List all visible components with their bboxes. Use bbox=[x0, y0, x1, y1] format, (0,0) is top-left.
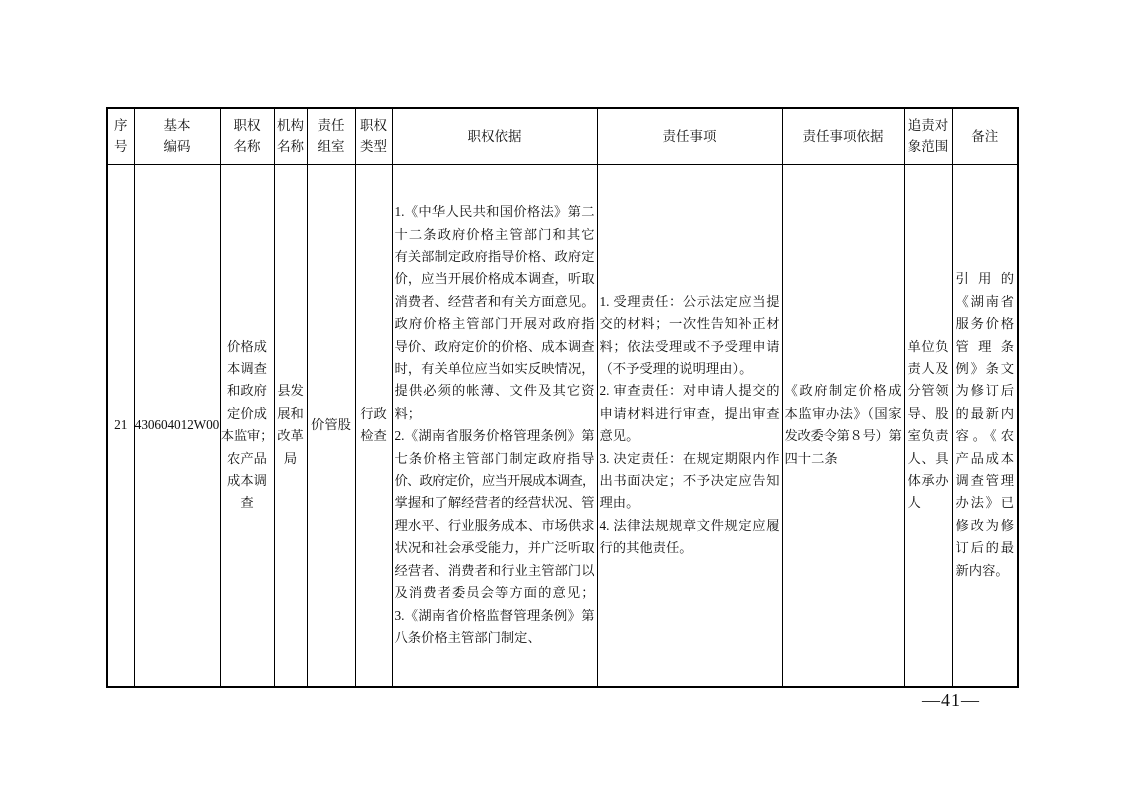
power-basis-line: 政府价格主管部门开展对政府指 bbox=[394, 316, 595, 332]
seq-value: 21 bbox=[114, 417, 128, 433]
power-basis-line: 价，应当开展价格成本调查，听取 bbox=[394, 271, 595, 287]
power-name-line: 和政府 bbox=[227, 383, 267, 399]
power-type-line: 检查 bbox=[360, 428, 387, 444]
remarks-line: 管理条 bbox=[955, 338, 1014, 354]
power-basis-line: 及消费者委员会等方面的意见； bbox=[394, 585, 595, 601]
duties-line: 申请材料进行审查，提出审查 bbox=[599, 405, 780, 421]
cell-seq bbox=[107, 164, 134, 687]
accountability-line: 单位负 bbox=[907, 338, 949, 354]
power-type-line: 行政 bbox=[360, 405, 387, 421]
header-remarks bbox=[952, 108, 1018, 164]
page-number: —41— bbox=[922, 690, 980, 710]
cell-power-name bbox=[220, 164, 274, 687]
power-name-line: 价格成 bbox=[227, 338, 267, 354]
remarks-line: 修改为修 bbox=[955, 517, 1014, 533]
header-code bbox=[134, 108, 220, 164]
cell-duty-basis bbox=[782, 164, 904, 687]
power-basis-line: 理水平、行业服务成本、市场供求 bbox=[394, 517, 595, 533]
header-line: 职权 bbox=[233, 118, 261, 134]
power-basis-line: 八条价格主管部门制定、 bbox=[394, 629, 541, 645]
header-line: 号 bbox=[114, 139, 128, 155]
header-line: 基本 bbox=[163, 118, 191, 134]
duties-line: 出书面决定；不予决定应告知 bbox=[599, 473, 780, 489]
cell-duties bbox=[597, 164, 782, 687]
power-basis-line: 料； bbox=[394, 405, 422, 421]
power-name-line: 本调查 bbox=[227, 361, 267, 377]
duties-line: 4. 法律法规规章文件规定应履 bbox=[599, 517, 780, 533]
header-line: 编码 bbox=[163, 139, 191, 155]
power-basis-line: 价、政府定价，应当开展成本调查， bbox=[394, 473, 595, 489]
remarks-line: 引用的 bbox=[955, 271, 1014, 287]
cell-power-basis bbox=[392, 164, 597, 687]
accountability-line: 室负责 bbox=[907, 428, 949, 444]
code-value: 430604012W00 bbox=[134, 417, 220, 433]
header-seq bbox=[107, 108, 134, 164]
header-dept bbox=[307, 108, 355, 164]
header-line: 序 bbox=[114, 118, 128, 134]
power-basis-line: 提供必须的帐薄、文件及其它资 bbox=[394, 383, 595, 399]
remarks-line: 订后的最 bbox=[955, 540, 1014, 556]
cell-power-type bbox=[355, 164, 392, 687]
power-name-line: 查 bbox=[240, 495, 254, 511]
duties-line: 料；依法受理或不予受理申请 bbox=[599, 338, 780, 354]
header-line: 追责对 bbox=[907, 118, 949, 134]
duties-line: 交的材料；一次性告知补正材 bbox=[599, 316, 780, 332]
header-line: 类型 bbox=[360, 139, 387, 155]
power-name-line: 定价成 bbox=[227, 405, 267, 421]
cell-code bbox=[134, 164, 220, 687]
duties-line: 1. 受理责任：公示法定应当提 bbox=[599, 293, 780, 309]
header-power-name bbox=[220, 108, 274, 164]
org-name-line: 改革 bbox=[277, 428, 304, 444]
remarks-line: 容。《农 bbox=[955, 428, 1014, 444]
remarks-line: 调查管理 bbox=[955, 473, 1014, 489]
power-basis-line: 十二条政府价格主管部门和其它 bbox=[394, 226, 595, 242]
accountability-line: 导、股 bbox=[907, 405, 949, 421]
header-line: 职权 bbox=[360, 118, 387, 134]
header-line: 职权依据 bbox=[467, 128, 522, 144]
cell-accountability bbox=[904, 164, 952, 687]
header-duty-basis bbox=[782, 108, 904, 164]
remarks-line: 为修订后 bbox=[955, 383, 1014, 399]
header-line: 机构 bbox=[277, 118, 304, 134]
accountability-line: 分管领 bbox=[907, 383, 949, 399]
header-line: 责任事项 bbox=[662, 128, 717, 144]
cell-dept bbox=[307, 164, 355, 687]
power-name-line: 农产品 bbox=[227, 450, 267, 466]
duties-line: 意见。 bbox=[599, 428, 640, 444]
org-name-line: 县发 bbox=[277, 383, 304, 399]
duties-line: （不予受理的说明理由）。 bbox=[599, 361, 753, 377]
duty-basis-line: 四十二条 bbox=[784, 450, 838, 466]
power-basis-line: 七条价格主管部门制定政府指导 bbox=[394, 450, 595, 466]
power-basis-line: 时，有关单位应当如实反映情况， bbox=[394, 361, 595, 377]
header-line: 责任事项依据 bbox=[802, 128, 884, 144]
table-row bbox=[107, 164, 1018, 687]
remarks-line: 产品成本 bbox=[955, 450, 1014, 466]
duties-line: 2. 审查责任：对申请人提交的 bbox=[599, 383, 780, 399]
power-basis-line: 导价、政府定价的价格、成本调查 bbox=[394, 338, 595, 354]
responsibility-table bbox=[106, 107, 1019, 688]
power-basis-line: 状况和社会承受能力，并广泛听取 bbox=[394, 540, 595, 556]
accountability-line: 体承办 bbox=[907, 473, 949, 489]
accountability-line: 人、具 bbox=[907, 450, 949, 466]
accountability-line: 责人及 bbox=[907, 361, 949, 377]
header-row bbox=[107, 108, 1018, 164]
power-basis-line: 2.《湖南省服务价格管理条例》第 bbox=[394, 428, 595, 444]
cell-org-name bbox=[274, 164, 307, 687]
header-line: 备注 bbox=[971, 128, 999, 144]
header-accountability bbox=[904, 108, 952, 164]
power-basis-line: 经营者、消费者和行业主管部门以 bbox=[394, 562, 595, 578]
power-basis-line: 有关部制定政府指导价格、政府定 bbox=[394, 249, 595, 264]
power-basis-line: 消费者、经营者和有关方面意见。 bbox=[394, 293, 595, 309]
accountability-line: 人 bbox=[907, 495, 921, 511]
header-line: 组室 bbox=[317, 139, 345, 155]
remarks-line: 服务价格 bbox=[955, 316, 1014, 332]
org-name-line: 局 bbox=[283, 450, 298, 466]
duties-line: 行的其他责任。 bbox=[599, 540, 693, 556]
header-org-name bbox=[274, 108, 307, 164]
header-duties bbox=[597, 108, 782, 164]
duty-basis-line: 本监审办法》（国家 bbox=[784, 405, 902, 421]
header-line: 象范围 bbox=[907, 139, 949, 155]
remarks-line: 办法》已 bbox=[955, 495, 1014, 511]
cell-remarks bbox=[952, 164, 1018, 687]
remarks-line: 的最新内 bbox=[955, 405, 1014, 421]
power-name-line: 本监审； bbox=[220, 428, 274, 444]
duties-line: 理由。 bbox=[599, 495, 640, 511]
org-name-line: 展和 bbox=[277, 405, 304, 421]
header-line: 名称 bbox=[277, 139, 304, 155]
duty-basis-line: 《政府制定价格成 bbox=[784, 383, 902, 399]
header-line: 责任 bbox=[317, 118, 345, 134]
power-basis-line: 掌握和了解经营者的经营状况、管 bbox=[394, 495, 595, 511]
duties-line: 3. 决定责任：在规定期限内作 bbox=[599, 450, 780, 466]
remarks-line: 新内容。 bbox=[955, 562, 1009, 578]
remarks-line: 例》条文 bbox=[955, 361, 1014, 377]
header-power-type bbox=[355, 108, 392, 164]
dept-line: 价管股 bbox=[311, 417, 351, 433]
power-basis-line: 1.《中华人民共和国价格法》第二 bbox=[394, 204, 595, 220]
header-power-basis bbox=[392, 108, 597, 164]
header-line: 名称 bbox=[233, 139, 261, 155]
remarks-line: 《湖南省 bbox=[955, 293, 1014, 309]
power-name-line: 成本调 bbox=[227, 473, 267, 489]
power-basis-line: 3.《湖南省价格监督管理条例》第 bbox=[394, 607, 595, 623]
duty-basis-line: 发改委令第８号）第 bbox=[784, 428, 902, 444]
